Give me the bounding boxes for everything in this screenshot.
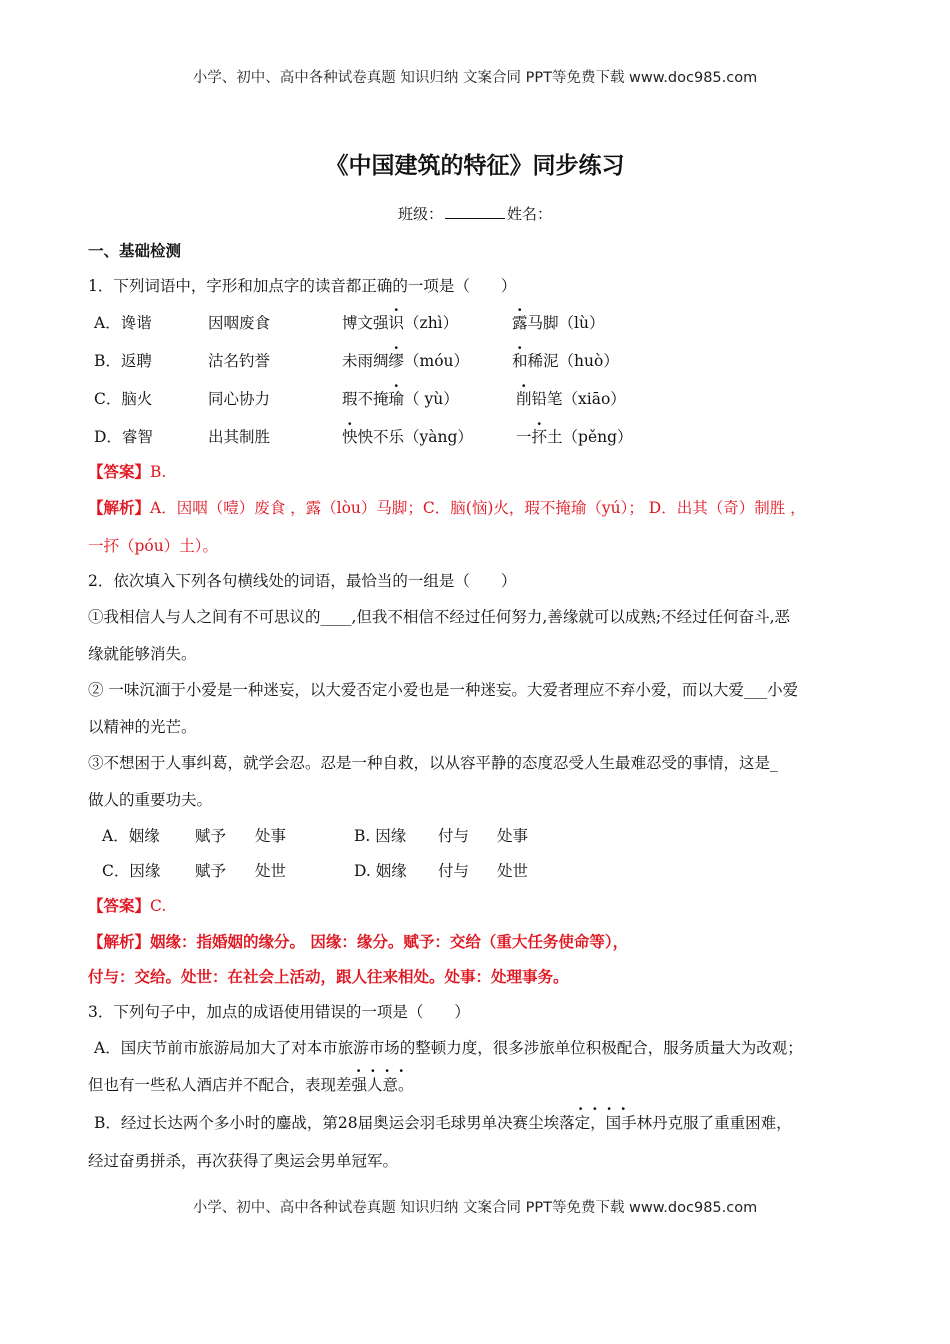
class-name-line xyxy=(398,203,552,224)
q2-a-word2: 赋予 xyxy=(195,827,227,845)
q3-option-b-line2: 经过奋勇拼杀，再次获得了奥运会男单冠军。 xyxy=(88,1152,399,1170)
q1-d-word4-post: 土（pěng） xyxy=(547,428,633,446)
q2-sentence3-line1: ③不想困于人事纠葛，就学会忍。忍是一种自救，以从容平静的态度忍受人生最难忍受的事情，这是_ xyxy=(88,754,778,772)
q1-d-word3 xyxy=(342,425,473,447)
q1-b-label: B．返聘 xyxy=(94,352,152,370)
q1-analysis xyxy=(88,496,806,518)
q1-a-word4-dotted: 露 xyxy=(512,314,528,332)
class-label: 班级： xyxy=(398,205,444,223)
q2-answer xyxy=(88,894,166,916)
q2-d-word2: 付与 xyxy=(438,862,470,880)
q1-c-word3 xyxy=(342,387,459,409)
q1-a-word2: 因咽废食 xyxy=(208,314,271,332)
q1-b-word4 xyxy=(512,349,619,371)
q1-c-word4-post: 铅笔（xiāo） xyxy=(531,390,626,408)
q2-analysis-line1: 姻缘：指婚姻的缘分。 因缘：缘分。赋予：交给（重大任务使命等）， xyxy=(150,933,629,951)
q1-b-word4-post: 稀泥（huò） xyxy=(527,352,619,370)
q2-analysis-tag: 【解析】 xyxy=(88,933,151,951)
q2-sentence3-line2: 做人的重要功夫。 xyxy=(88,791,213,809)
q3-stem: 3．下列句子中，加点的成语使用错误的一项是（ ） xyxy=(88,1003,470,1021)
q1-c-label: C．脑火 xyxy=(94,390,153,408)
q1-d-word4-dotted: 抔 xyxy=(531,428,548,446)
q1-d-label: D．睿智 xyxy=(94,428,153,446)
q1-c-word2: 同心协力 xyxy=(208,390,271,408)
q2-sentence2-line1: ② 一味沉湎于小爱是一种迷妄，以大爱否定小爱也是一种迷妄。大爱者理应不弃小爱，而以大爱___小爱 xyxy=(88,681,799,699)
q2-b-word2: 付与 xyxy=(438,827,470,845)
q1-b-word3-pre: 未雨绸 xyxy=(342,352,389,370)
page-footer: 小学、初中、高中各种试卷真题 知识归纳 文案合同 PPT等免费下载 www.doc985.com xyxy=(192,1200,758,1216)
q1-d-word3-dotted: 怏 xyxy=(342,428,358,446)
q1-b-word3-dotted: 缪 xyxy=(388,352,405,370)
q1-d-word4-pre: 一 xyxy=(516,428,532,446)
q2-c-label: C．因缘 xyxy=(102,862,161,880)
q1-c-word4-dotted: 削 xyxy=(516,390,532,408)
q1-a-word3 xyxy=(342,311,458,333)
q2-sentence1-line2: 缘就能够消失。 xyxy=(88,645,197,663)
q1-b-word2: 沽名钓誉 xyxy=(208,352,271,370)
q2-sentence1-line1: ①我相信人与人之间有不可思议的____,但我不相信不经过任何努力,善缘就可以成熟;不经过任何奋斗,恶 xyxy=(88,608,791,626)
q2-c-word3: 处世 xyxy=(255,862,287,880)
q3-option-a-line1: A．国庆节前市旅游局加大了对本市旅游市场的整顿力度，很多涉旅单位积极配合，服务质量大为改观； xyxy=(94,1039,803,1057)
q1-stem: 1．下列词语中，字形和加点字的读音都正确的一项是（ ） xyxy=(88,277,517,295)
q1-d-word2: 出其制胜 xyxy=(208,428,271,446)
q2-a-label: A．姻缘 xyxy=(102,827,160,845)
q2-c-word2: 赋予 xyxy=(195,862,227,880)
q1-c-word4 xyxy=(516,387,626,409)
page-header: 小学、初中、高中各种试卷真题 知识归纳 文案合同 PPT等免费下载 www.doc985.com xyxy=(192,70,758,86)
q1-b-word3 xyxy=(342,349,469,371)
q2-d-word3: 处世 xyxy=(497,862,529,880)
q3-option-a-line2: 但也有一些私人酒店并不配合，表现差强人意。 xyxy=(88,1076,414,1094)
name-label: 姓名： xyxy=(507,205,553,223)
q1-a-word4-post: 马脚（lù） xyxy=(527,314,605,332)
q3-option-b-line1: B．经过长达两个多小时的鏖战，第28届奥运会羽毛球男单决赛尘埃落定，国手林丹克服了重重困难， xyxy=(94,1114,792,1132)
q3-b-emphasis-dots: .... xyxy=(578,1096,635,1114)
q1-analysis-line1: A．因咽（噎）废食 ，露（lòu）马脚；C．脑(恼)火，瑕不掩瑜（yú）； D．出其（奇）制胜 ， xyxy=(150,499,806,517)
q1-a-word3-pre: 博文强 xyxy=(342,314,389,332)
q2-answer-tag: 【答案】 xyxy=(88,897,151,915)
q1-d-word4 xyxy=(516,425,633,447)
q2-d-label: D. 姻缘 xyxy=(354,862,407,880)
q1-b-word3-post: （móu） xyxy=(404,352,470,370)
class-blank xyxy=(445,204,505,219)
q1-answer-value: B. xyxy=(150,463,167,481)
q2-answer-value: C. xyxy=(150,897,167,915)
q3-a-emphasis-dots: .... xyxy=(356,1058,413,1076)
q2-b-word3: 处事 xyxy=(497,827,529,845)
q2-analysis-line2: 付与：交给。处世：在社会上活动，跟人往来相处。处事：处理事务。 xyxy=(88,968,569,986)
q2-b-label: B. 因缘 xyxy=(354,827,407,845)
q1-a-word4 xyxy=(512,311,604,333)
q1-analysis-tag: 【解析】 xyxy=(88,499,151,517)
q2-a-word3: 处事 xyxy=(255,827,287,845)
q1-analysis-line2: 一抔（póu）土）。 xyxy=(88,537,218,555)
q2-sentence2-line2: 以精神的光芒。 xyxy=(88,718,197,736)
q2-stem: 2．依次填入下列各句横线处的词语，最恰当的一组是（ ） xyxy=(88,572,517,590)
q1-answer xyxy=(88,460,166,482)
section-heading: 一、基础检测 xyxy=(88,242,182,260)
q1-c-word3-dotted: 瑜 xyxy=(388,390,405,408)
q1-a-word3-dotted: 识 xyxy=(388,314,405,332)
q1-c-word3-post: （ yù） xyxy=(404,390,459,408)
q1-a-label: A．谗谐 xyxy=(94,314,152,332)
q1-a-word3-post: （zhì） xyxy=(404,314,459,332)
q1-b-word4-dotted: 和 xyxy=(512,352,528,370)
page-title: 《中国建筑的特征》同步练习 xyxy=(325,153,625,179)
q2-analysis xyxy=(88,930,628,952)
q1-c-word3-pre: 瑕不掩 xyxy=(342,390,389,408)
q1-answer-tag: 【答案】 xyxy=(88,463,151,481)
q1-d-word3-post: 怏不乐（yàng） xyxy=(357,428,473,446)
